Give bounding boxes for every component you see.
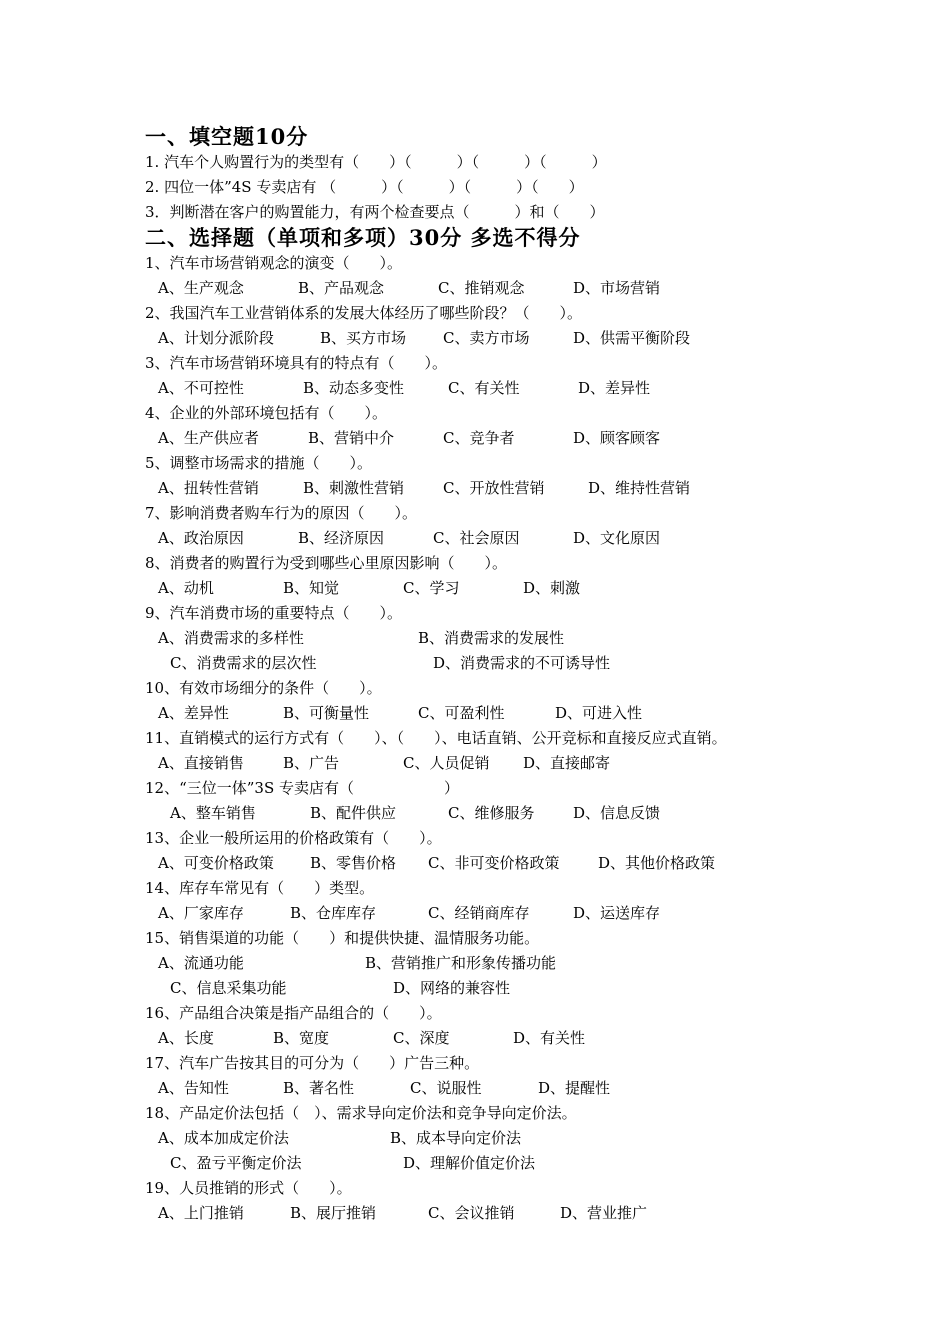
option-item: A、动机 (158, 579, 214, 597)
option-item: B、买方市场 (320, 329, 407, 347)
option-item: C、说服性 (410, 1079, 482, 1097)
option-item: C、经销商库存 (428, 904, 530, 922)
option-item: C、学习 (403, 579, 460, 597)
option-row (145, 1201, 845, 1226)
option-item: A、可变价格政策 (158, 854, 274, 872)
option-item: C、人员促销 (403, 754, 490, 772)
option-item: B、著名性 (283, 1079, 355, 1097)
option-item: D、运送库存 (573, 904, 661, 922)
option-row (145, 651, 845, 676)
option-item: C、会议推销 (428, 1204, 515, 1222)
option-row (145, 376, 845, 401)
option-item: D、文化原因 (573, 529, 661, 547)
option-item: B、营销推广和形象传播功能 (365, 954, 557, 972)
question-text: 11、直销模式的运行方式有（ ）、（ ）、电话直销、公开竞标和直接反应式直销。 (145, 729, 727, 747)
option-row (145, 576, 845, 601)
option-item: A、消费需求的多样性 (158, 629, 304, 647)
option-item: D、供需平衡阶段 (573, 329, 691, 347)
option-item: B、零售价格 (310, 854, 397, 872)
option-item: A、差异性 (158, 704, 229, 722)
option-item: B、经济原因 (298, 529, 385, 547)
section-fill-blank-title: 一、填空题10分 (145, 124, 309, 149)
option-item: C、可盈利性 (418, 704, 505, 722)
option-item: D、差异性 (578, 379, 651, 397)
option-item: C、有关性 (448, 379, 520, 397)
option-item: C、竞争者 (443, 429, 515, 447)
option-row (145, 901, 845, 926)
option-item: B、动态多变性 (303, 379, 405, 397)
option-item: C、深度 (393, 1029, 450, 1047)
option-item: C、卖方市场 (443, 329, 530, 347)
question-text: 18、产品定价法包括（ ）、需求导向定价法和竞争导向定价法。 (145, 1104, 577, 1122)
option-row (145, 626, 845, 651)
option-item: C、推销观念 (438, 279, 525, 297)
question-text: 14、库存车常见有（ ）类型。 (145, 879, 375, 897)
option-row (145, 751, 845, 776)
option-item: A、整车销售 (170, 804, 256, 822)
option-item: B、仓库库存 (290, 904, 377, 922)
question-list (145, 251, 845, 1226)
option-item: B、展厅推销 (290, 1204, 377, 1222)
question-text: 7、影响消费者购车行为的原因（ ）。 (145, 504, 418, 522)
section-choice-title: 二、选择题（单项和多项）30分 多选不得分 (145, 225, 581, 250)
option-item: A、长度 (158, 1029, 214, 1047)
option-item: A、计划分派阶段 (158, 329, 274, 347)
option-item: B、产品观念 (298, 279, 385, 297)
question-text: 9、汽车消费市场的重要特点（ ）。 (145, 604, 403, 622)
option-item: D、顾客顾客 (573, 429, 661, 447)
option-row (145, 851, 845, 876)
option-item: D、刺激 (523, 579, 581, 597)
option-item: B、刺激性营销 (303, 479, 405, 497)
question-text: 12、“三位一体”3S 专卖店有（ ） (145, 779, 460, 797)
option-row (145, 526, 845, 551)
option-item: C、维修服务 (448, 804, 535, 822)
option-item: D、网络的兼容性 (393, 979, 511, 997)
option-item: A、扭转性营销 (158, 479, 259, 497)
option-item: D、理解价值定价法 (403, 1154, 536, 1172)
option-item: D、市场营销 (573, 279, 661, 297)
fill-blank-item: 2. 四位一体”4S 专卖店有 （ ）（ ）（ ）（ ） (145, 178, 584, 196)
option-item: C、消费需求的层次性 (170, 654, 317, 672)
question-text: 3、汽车市场营销环境具有的特点有（ ）。 (145, 354, 448, 372)
option-item: A、政治原因 (158, 529, 244, 547)
question-text: 4、企业的外部环境包括有（ ）。 (145, 404, 388, 422)
question-text: 13、企业一般所运用的价格政策有（ ）。 (145, 829, 442, 847)
question-text: 10、有效市场细分的条件（ ）。 (145, 679, 382, 697)
option-row (145, 1126, 845, 1151)
option-row (145, 1026, 845, 1051)
question-text: 2、我国汽车工业营销体系的发展大体经历了哪些阶段？（ ）。 (145, 304, 583, 322)
option-item: D、信息反馈 (573, 804, 661, 822)
option-row (145, 701, 845, 726)
option-item: A、不可控性 (158, 379, 244, 397)
option-row (145, 976, 845, 1001)
option-row (145, 326, 845, 351)
option-item: A、生产供应者 (158, 429, 259, 447)
option-item: D、营业推广 (560, 1204, 648, 1222)
question-text: 8、消费者的购置行为受到哪些心里原因影响（ ）。 (145, 554, 508, 572)
option-row (145, 1076, 845, 1101)
option-row (145, 1151, 845, 1176)
option-item: B、广告 (283, 754, 340, 772)
option-row (145, 276, 845, 301)
option-item: B、配件供应 (310, 804, 397, 822)
option-item: C、非可变价格政策 (428, 854, 560, 872)
option-item: A、厂家库存 (158, 904, 244, 922)
option-item: B、消费需求的发展性 (418, 629, 565, 647)
option-item: A、上门推销 (158, 1204, 244, 1222)
option-item: B、可衡量性 (283, 704, 370, 722)
option-item: D、直接邮寄 (523, 754, 611, 772)
option-item: D、维持性营销 (588, 479, 691, 497)
question-text: 1、汽车市场营销观念的演变（ ）。 (145, 254, 403, 272)
question-text: 16、产品组合决策是指产品组合的（ ）。 (145, 1004, 442, 1022)
fill-blank-item: 3．判断潜在客户的购置能力，有两个检查要点（ ）和（ ） (145, 203, 605, 221)
option-item: D、提醒性 (538, 1079, 611, 1097)
option-item: A、直接销售 (158, 754, 244, 772)
option-item: A、流通功能 (158, 954, 244, 972)
exam-page (145, 124, 845, 1226)
option-item: B、知觉 (283, 579, 340, 597)
fill-blank-item: 1. 汽车个人购置行为的类型有（ ）（ ）（ ）（ ） (145, 153, 607, 171)
option-row (145, 426, 845, 451)
question-text: 5、调整市场需求的措施（ ）。 (145, 454, 373, 472)
option-item: D、消费需求的不可诱导性 (433, 654, 611, 672)
option-item: C、开放性营销 (443, 479, 545, 497)
option-item: A、成本加成定价法 (158, 1129, 289, 1147)
option-item: C、社会原因 (433, 529, 520, 547)
question-text: 17、汽车广告按其目的可分为（ ）广告三种。 (145, 1054, 480, 1072)
option-item: D、有关性 (513, 1029, 586, 1047)
option-item: B、宽度 (273, 1029, 330, 1047)
option-item: D、可进入性 (555, 704, 643, 722)
option-row (145, 476, 845, 501)
question-text: 19、人员推销的形式（ ）。 (145, 1179, 352, 1197)
question-text: 15、销售渠道的功能（ ）和提供快捷、温情服务功能。 (145, 929, 540, 947)
option-item: C、盈亏平衡定价法 (170, 1154, 302, 1172)
option-item: A、告知性 (158, 1079, 229, 1097)
option-item: A、生产观念 (158, 279, 244, 297)
option-item: B、营销中介 (308, 429, 395, 447)
option-row (145, 801, 845, 826)
option-item: B、成本导向定价法 (390, 1129, 522, 1147)
option-row (145, 951, 845, 976)
option-item: D、其他价格政策 (598, 854, 716, 872)
option-item: C、信息采集功能 (170, 979, 287, 997)
